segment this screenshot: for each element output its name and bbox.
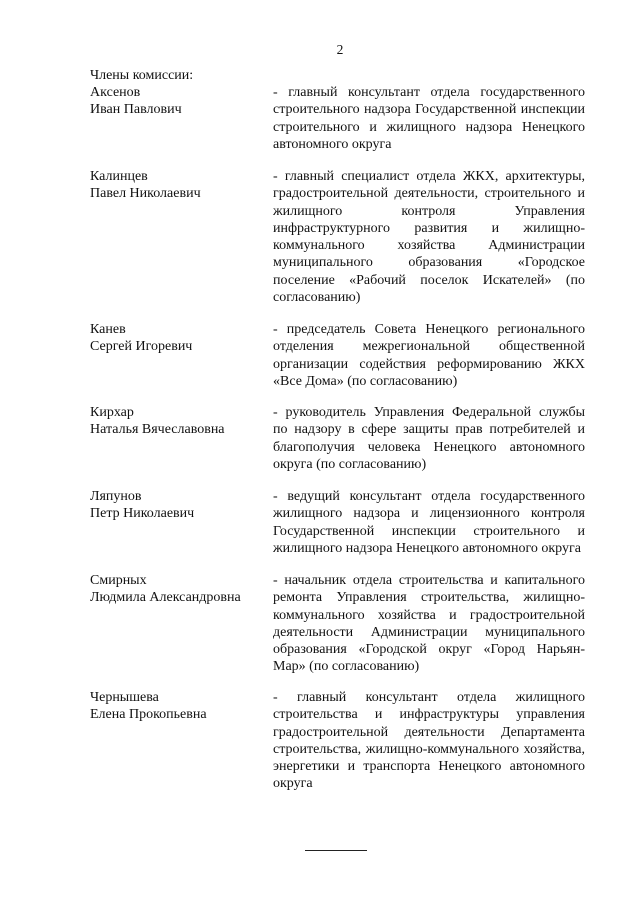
member-given-names: Елена Прокопьевна <box>90 707 207 723</box>
member-given-names: Иван Павлович <box>90 102 182 118</box>
member-role: - главный консультант отдела государственного строительного надзора Государственной инспекции строительного и жилищного надзора Ненецкого автономного округа <box>273 85 585 152</box>
member-role: - ведущий консультант отдела государственного жилищного надзора и лицензионного контроля Государственной инспекции строительного и жилищного надзора Ненецкого автономного округа <box>273 489 585 556</box>
member-role: - начальник отдела строительства и капитального ремонта Управления строительства, жилищно-коммунального хозяйства и градостроительной деятельности Администрации муниципального образования «Городской округ «Город Нарьян-Мар» (по согласованию) <box>273 573 585 675</box>
closing-separator-line <box>305 850 367 851</box>
member-name <box>90 404 225 439</box>
member-given-names: Петр Николаевич <box>90 506 195 522</box>
section-title: Члены комиссии: <box>90 68 194 83</box>
member-given-names: Павел Николаевич <box>90 186 201 202</box>
member-name <box>90 689 207 724</box>
member-given-names: Людмила Александровна <box>90 590 241 606</box>
member-role: - главный специалист отдела ЖКХ, архитектуры, градостроительной деятельности, строительного и жилищного контроля Управления инфраструктурного развития и жилищно-коммунального хозяйства Администрации муниципального образования «Городское поселение «Рабочий поселок Искателей» (по согласованию) <box>273 169 585 306</box>
member-name <box>90 321 192 356</box>
member-name <box>90 488 194 523</box>
member-given-names: Сергей Игоревич <box>90 339 193 355</box>
member-name <box>90 572 241 607</box>
member-role: - главный консультант отдела жилищного строительства и инфраструктуры управления градостроительной деятельности Департамента строительства, жилищно-коммунального хозяйства, энергетики и транспорта Ненецкого автономного округа <box>273 690 585 792</box>
member-surname: Аксенов <box>90 85 141 100</box>
member-surname: Ляпунов <box>90 489 142 504</box>
member-surname: Чернышева <box>90 690 159 705</box>
member-name <box>90 168 201 203</box>
member-role: - председатель Совета Ненецкого регионального отделения межрегиональной общественной организации содействия реформированию ЖКХ «Все Дома» (по согласованию) <box>273 322 585 389</box>
member-surname: Смирных <box>90 573 147 588</box>
member-name <box>90 84 182 119</box>
member-given-names: Наталья Вячеславовна <box>90 422 225 438</box>
member-surname: Калинцев <box>90 169 148 184</box>
member-role: - руководитель Управления Федеральной службы по надзору в сфере защиты прав потребителей и благополучия человека Ненецкого автономного округа (по согласованию) <box>273 405 585 472</box>
member-surname: Канев <box>90 322 126 337</box>
page-number: 2 <box>336 42 344 57</box>
member-surname: Кирхар <box>90 405 134 420</box>
